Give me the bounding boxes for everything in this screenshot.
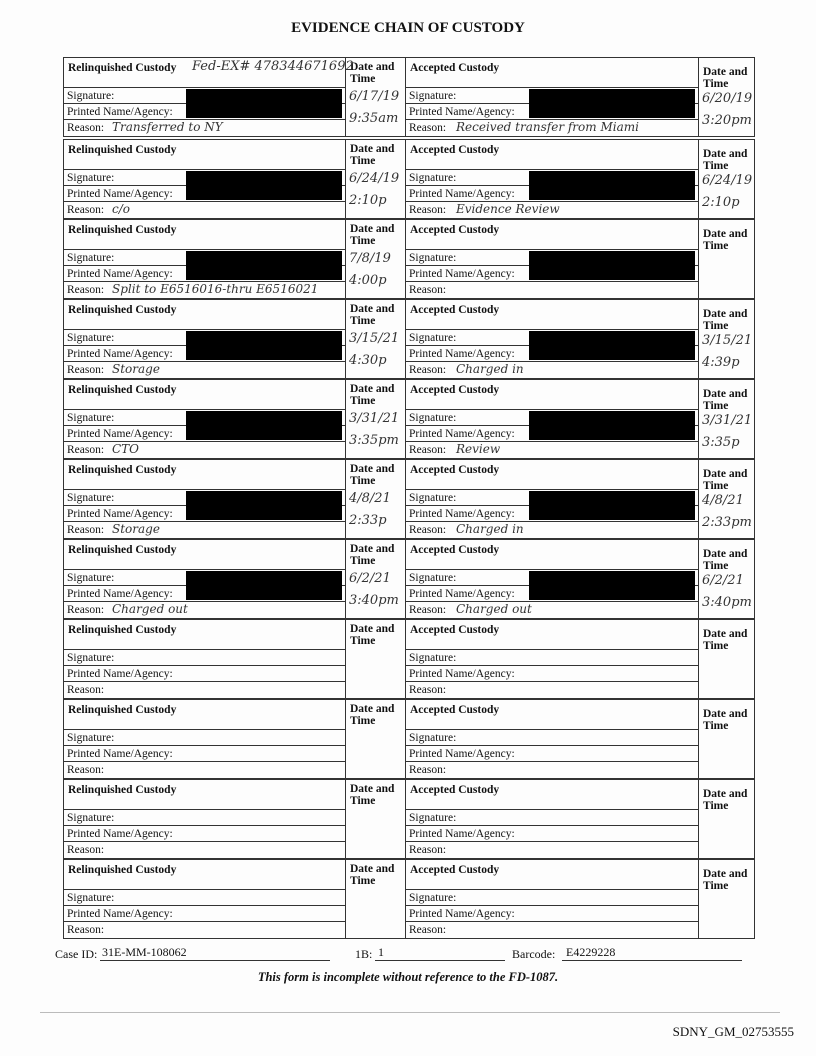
accepted-signature-label: Signature: (406, 889, 699, 905)
accepted-date: 6/20/19 (702, 91, 753, 106)
accepted-printed-label: Printed Name/Agency: (406, 585, 699, 601)
relinquished-header: Relinquished Custody (68, 624, 177, 636)
accepted-printed-label: Printed Name/Agency: (406, 265, 699, 281)
accepted-printed-label: Printed Name/Agency: (406, 905, 699, 921)
relinquished-signature-label: Signature: (64, 889, 346, 905)
relinquished-reason-label: Reason: (64, 921, 346, 937)
accepted-printed-label: Printed Name/Agency: (406, 665, 699, 681)
date-time-header: Date and Time (703, 708, 748, 732)
relinquished-time: 2:10p (349, 193, 387, 208)
accepted-header: Accepted Custody (410, 144, 500, 156)
relinquished-signature-label: Signature: (64, 409, 346, 425)
redaction-block (186, 251, 342, 280)
custody-entry (63, 859, 755, 939)
redaction-block (529, 571, 695, 600)
relinquished-header: Relinquished Custody (68, 384, 177, 396)
date-time-header: Date and Time (703, 148, 748, 172)
accepted-header: Accepted Custody (410, 384, 500, 396)
relinquished-date: 6/2/21 (349, 571, 391, 586)
relinquished-header: Relinquished Custody (68, 704, 177, 716)
date-time-header: Date and Time (703, 308, 748, 332)
accepted-reason: Charged in (456, 522, 524, 536)
relinquished-reason-label: Reason: (64, 201, 346, 217)
redaction-block (186, 411, 342, 440)
relinquished-date: 3/15/21 (349, 331, 400, 346)
relinquished-reason-label: Reason: (64, 281, 346, 297)
redaction-block (186, 89, 342, 118)
relinquished-date: 7/8/19 (349, 251, 391, 266)
accepted-reason-label: Reason: (406, 761, 699, 777)
accepted-time: 2:33pm (702, 515, 752, 530)
accepted-time: 3:20pm (702, 113, 752, 128)
relinquished-time: 4:00p (349, 273, 387, 288)
accepted-time: 2:10p (702, 195, 740, 210)
relinquished-signature-label: Signature: (64, 649, 346, 665)
accepted-date: 3/31/21 (702, 413, 753, 428)
redaction-block (186, 171, 342, 200)
form-note: This form is incomplete without reference to the FD-1087. (257, 970, 559, 984)
accepted-time: 3:40pm (702, 595, 752, 610)
redaction-block (186, 571, 342, 600)
accepted-reason-label: Reason: (406, 441, 699, 457)
relinquished-reason-label: Reason: (64, 841, 346, 857)
date-time-header: Date and Time (350, 863, 395, 887)
relinquished-header: Relinquished Custody (68, 62, 177, 74)
relinquished-date: 6/17/19 (349, 89, 400, 104)
date-time-header: Date and Time (350, 543, 395, 567)
accepted-printed-label: Printed Name/Agency: (406, 345, 699, 361)
accepted-printed-label: Printed Name/Agency: (406, 745, 699, 761)
accepted-signature-label: Signature: (406, 809, 699, 825)
redaction-block (529, 491, 695, 520)
relinquished-reason: c/o (112, 202, 130, 216)
date-time-header: Date and Time (350, 463, 395, 487)
custody-entry (63, 699, 755, 779)
relinquished-printed-label: Printed Name/Agency: (64, 425, 346, 441)
relinquished-date: 6/24/19 (349, 171, 400, 186)
fedex-tracking-note: Fed-EX# 478344671692 (192, 59, 354, 74)
accepted-signature-label: Signature: (406, 649, 699, 665)
relinquished-reason: Transferred to NY (112, 120, 223, 134)
relinquished-time: 3:40pm (349, 593, 399, 608)
relinquished-time: 9:35am (349, 111, 399, 126)
relinquished-reason-label: Reason: (64, 761, 346, 777)
relinquished-reason-label: Reason: (64, 521, 346, 537)
divider (40, 1012, 780, 1013)
custody-entry (63, 539, 755, 619)
redaction-block (186, 331, 342, 360)
redaction-block (529, 171, 695, 200)
date-time-header: Date and Time (703, 66, 748, 90)
accepted-reason: Charged out (456, 602, 532, 616)
accepted-date: 6/24/19 (702, 173, 753, 188)
accepted-date: 6/2/21 (702, 573, 744, 588)
relinquished-reason-label: Reason: (64, 361, 346, 377)
relinquished-date: 3/31/21 (349, 411, 400, 426)
accepted-reason-label: Reason: (406, 921, 699, 937)
ib-label: 1B: (355, 947, 373, 961)
accepted-header: Accepted Custody (410, 62, 500, 74)
relinquished-header: Relinquished Custody (68, 544, 177, 556)
accepted-reason-label: Reason: (406, 119, 699, 135)
relinquished-time: 4:30p (349, 353, 387, 368)
accepted-header: Accepted Custody (410, 544, 500, 556)
relinquished-reason: Charged out (112, 602, 188, 616)
accepted-reason-label: Reason: (406, 681, 699, 697)
accepted-reason-label: Reason: (406, 281, 699, 297)
custody-entry (63, 219, 755, 299)
date-time-header: Date and Time (703, 548, 748, 572)
accepted-reason: Charged in (456, 362, 524, 376)
relinquished-header: Relinquished Custody (68, 144, 177, 156)
redaction-block (186, 491, 342, 520)
accepted-time: 3:35p (702, 435, 740, 450)
custody-entry (63, 57, 755, 137)
accepted-date: 4/8/21 (702, 493, 744, 508)
accepted-reason: Evidence Review (456, 202, 560, 216)
ib-underline (375, 960, 505, 961)
relinquished-signature-label: Signature: (64, 489, 346, 505)
date-time-header: Date and Time (350, 143, 395, 167)
relinquished-printed-label: Printed Name/Agency: (64, 905, 346, 921)
accepted-signature-label: Signature: (406, 249, 699, 265)
accepted-reason-label: Reason: (406, 841, 699, 857)
relinquished-header: Relinquished Custody (68, 864, 177, 876)
accepted-reason-label: Reason: (406, 201, 699, 217)
accepted-printed-label: Printed Name/Agency: (406, 825, 699, 841)
custody-entry (63, 379, 755, 459)
redaction-block (529, 251, 695, 280)
accepted-time: 4:39p (702, 355, 740, 370)
accepted-header: Accepted Custody (410, 704, 500, 716)
accepted-signature-label: Signature: (406, 169, 699, 185)
page-title: EVIDENCE CHAIN OF CUSTODY (291, 20, 525, 36)
accepted-reason-label: Reason: (406, 521, 699, 537)
date-time-header: Date and Time (703, 228, 748, 252)
redaction-block (529, 331, 695, 360)
date-time-header: Date and Time (350, 303, 395, 327)
barcode-label: Barcode: (512, 947, 556, 961)
custody-entry (63, 299, 755, 379)
accepted-printed-label: Printed Name/Agency: (406, 185, 699, 201)
relinquished-signature-label: Signature: (64, 87, 346, 103)
relinquished-header: Relinquished Custody (68, 464, 177, 476)
relinquished-printed-label: Printed Name/Agency: (64, 745, 346, 761)
relinquished-reason: Storage (112, 362, 160, 376)
date-time-header: Date and Time (350, 223, 395, 247)
accepted-header: Accepted Custody (410, 784, 500, 796)
accepted-reason-label: Reason: (406, 361, 699, 377)
relinquished-printed-label: Printed Name/Agency: (64, 585, 346, 601)
date-time-header: Date and Time (350, 623, 395, 647)
relinquished-time: 3:35pm (349, 433, 399, 448)
accepted-signature-label: Signature: (406, 87, 699, 103)
relinquished-date: 4/8/21 (349, 491, 391, 506)
relinquished-signature-label: Signature: (64, 329, 346, 345)
accepted-reason: Received transfer from Miami (456, 120, 639, 134)
date-time-header: Date and Time (350, 61, 395, 85)
relinquished-reason-label: Reason: (64, 681, 346, 697)
accepted-printed-label: Printed Name/Agency: (406, 425, 699, 441)
date-time-header: Date and Time (350, 383, 395, 407)
relinquished-signature-label: Signature: (64, 729, 346, 745)
date-time-header: Date and Time (703, 868, 748, 892)
custody-entry (63, 779, 755, 859)
accepted-printed-label: Printed Name/Agency: (406, 505, 699, 521)
relinquished-header: Relinquished Custody (68, 224, 177, 236)
relinquished-printed-label: Printed Name/Agency: (64, 825, 346, 841)
relinquished-header: Relinquished Custody (68, 784, 177, 796)
accepted-header: Accepted Custody (410, 864, 500, 876)
date-time-header: Date and Time (703, 468, 748, 492)
accepted-signature-label: Signature: (406, 329, 699, 345)
case-id-label: Case ID: (55, 947, 98, 961)
case-id-value: 31E-MM-108062 (102, 945, 187, 959)
date-time-header: Date and Time (350, 783, 395, 807)
relinquished-signature-label: Signature: (64, 569, 346, 585)
relinquished-printed-label: Printed Name/Agency: (64, 505, 346, 521)
redaction-block (529, 89, 695, 118)
barcode-value: E4229228 (566, 945, 616, 959)
relinquished-reason-label: Reason: (64, 601, 346, 617)
accepted-header: Accepted Custody (410, 624, 500, 636)
relinquished-header: Relinquished Custody (68, 304, 177, 316)
custody-entry (63, 459, 755, 539)
relinquished-reason: CTO (112, 442, 140, 456)
relinquished-signature-label: Signature: (64, 169, 346, 185)
date-time-header: Date and Time (703, 628, 748, 652)
custody-entry (63, 619, 755, 699)
relinquished-reason: Storage (112, 522, 160, 536)
accepted-header: Accepted Custody (410, 464, 500, 476)
date-time-header: Date and Time (350, 703, 395, 727)
accepted-printed-label: Printed Name/Agency: (406, 103, 699, 119)
date-time-header: Date and Time (703, 388, 748, 412)
custody-entry (63, 139, 755, 219)
accepted-signature-label: Signature: (406, 409, 699, 425)
accepted-header: Accepted Custody (410, 224, 500, 236)
relinquished-printed-label: Printed Name/Agency: (64, 345, 346, 361)
accepted-reason-label: Reason: (406, 601, 699, 617)
ib-value: 1 (378, 945, 384, 959)
relinquished-printed-label: Printed Name/Agency: (64, 665, 346, 681)
accepted-signature-label: Signature: (406, 489, 699, 505)
redaction-block (529, 411, 695, 440)
relinquished-time: 2:33p (349, 513, 387, 528)
bates-number: SDNY_GM_02753555 (672, 1024, 794, 1039)
relinquished-reason-label: Reason: (64, 441, 346, 457)
accepted-header: Accepted Custody (410, 304, 500, 316)
relinquished-printed-label: Printed Name/Agency: (64, 185, 346, 201)
relinquished-printed-label: Printed Name/Agency: (64, 103, 346, 119)
relinquished-reason-label: Reason: (64, 119, 346, 135)
accepted-date: 3/15/21 (702, 333, 753, 348)
relinquished-signature-label: Signature: (64, 809, 346, 825)
date-time-header: Date and Time (703, 788, 748, 812)
accepted-signature-label: Signature: (406, 729, 699, 745)
case-id-underline (100, 960, 330, 961)
relinquished-signature-label: Signature: (64, 249, 346, 265)
relinquished-reason: Split to E6516016-thru E6516021 (112, 282, 319, 296)
barcode-underline (562, 960, 742, 961)
relinquished-printed-label: Printed Name/Agency: (64, 265, 346, 281)
accepted-reason: Review (456, 442, 501, 456)
accepted-signature-label: Signature: (406, 569, 699, 585)
